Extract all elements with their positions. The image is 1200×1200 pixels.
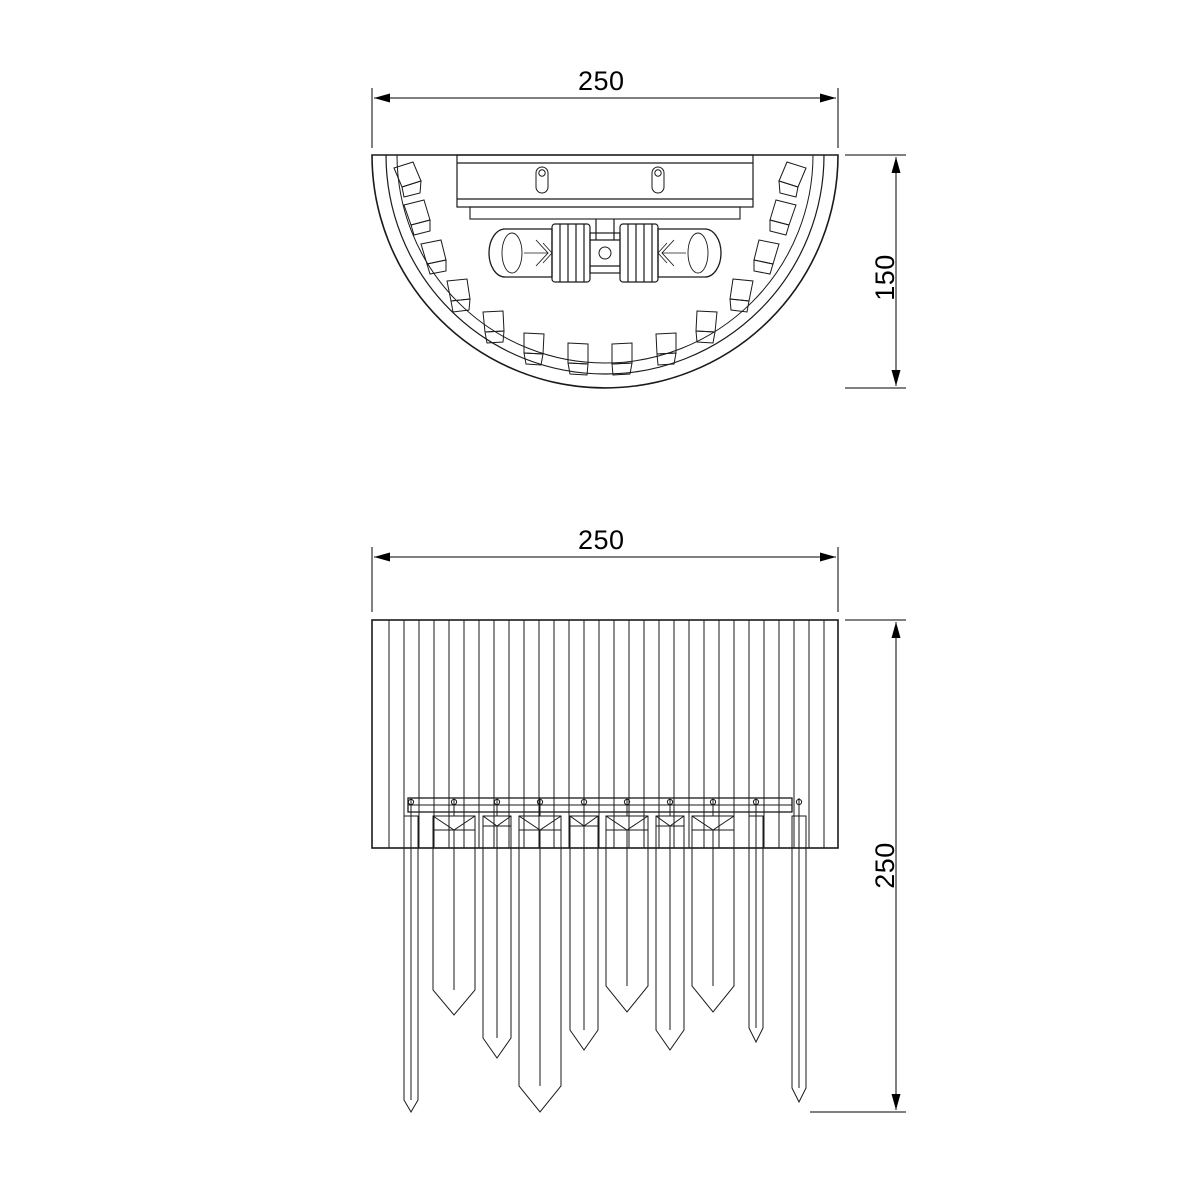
top-view-geometry [372, 155, 838, 388]
dimension-label-front-height: 250 [869, 842, 900, 889]
top-view-dimensions [372, 88, 906, 388]
dimension-label-top-width: 250 [578, 66, 625, 96]
front-view-geometry [372, 620, 838, 1112]
crystal-rod-tops [394, 162, 806, 375]
dimension-label-top-depth: 150 [869, 254, 900, 301]
lamp-right [620, 224, 721, 282]
lamp-left [489, 224, 590, 282]
dimension-label-front-width: 250 [578, 525, 625, 555]
